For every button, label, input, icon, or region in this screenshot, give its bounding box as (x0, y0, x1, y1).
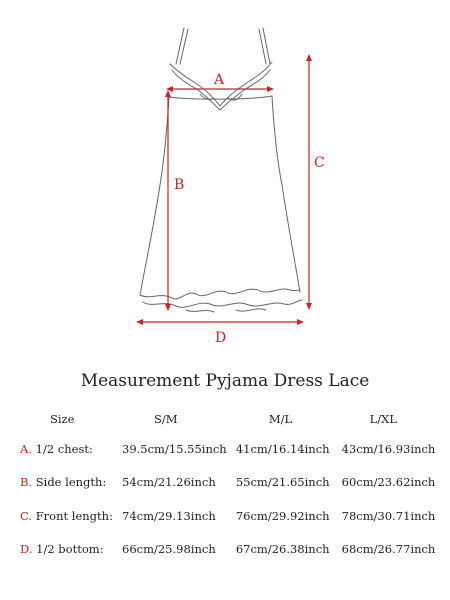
cell-m-l: 41cm/16.14inch (235, 441, 330, 456)
cell-s-m: 39.5cm/15.55inch (122, 441, 227, 456)
row-label-text: 1/2 bottom: (36, 542, 104, 557)
cell-l-xl: 43cm/16.93inch (341, 441, 436, 456)
row-code: D. (20, 542, 33, 557)
cell-l-xl: 78cm/30.71inch (341, 508, 436, 523)
row-label (20, 430, 122, 464)
dress-outline (140, 28, 302, 312)
dimension-lines (136, 54, 312, 325)
cell-l-xl: 60cm/23.62inch (341, 475, 436, 490)
dim-b-arrow-top (165, 90, 171, 97)
table-row (20, 464, 445, 498)
dim-label-d: D (215, 330, 227, 346)
table-row (20, 497, 445, 531)
dim-label-c: C (314, 155, 325, 171)
dim-label-a: A (214, 72, 225, 88)
row-code: A. (20, 441, 32, 456)
row-label (20, 531, 122, 565)
dim-a-arrow-left (166, 86, 173, 92)
cell-m-l: 76cm/29.92inch (235, 508, 330, 523)
table-row (20, 430, 445, 464)
header-l-xl: L/XL (369, 412, 397, 426)
row-code: C. (20, 508, 33, 523)
right-strap (259, 28, 270, 64)
cell-m-l: 67cm/26.38inch (235, 542, 330, 557)
size-table (20, 408, 445, 564)
left-side (140, 97, 169, 295)
dim-c-arrow-bottom (306, 303, 312, 310)
row-label (20, 497, 122, 531)
right-side (272, 96, 300, 292)
cell-l-xl: 68cm/26.77inch (341, 542, 436, 557)
cell-s-m: 66cm/25.98inch (122, 542, 216, 557)
dim-d-arrow-left (136, 319, 143, 325)
row-label (20, 464, 122, 498)
header-size: Size (50, 412, 75, 426)
page-title: Measurement Pyjama Dress Lace (80, 371, 370, 391)
left-strap (176, 28, 188, 64)
dim-d-arrow-right (297, 319, 304, 325)
bodice-band (169, 96, 272, 99)
header-m-l: M/L (268, 412, 293, 426)
cell-s-m: 74cm/29.13inch (122, 508, 216, 523)
cell-s-m: 54cm/21.26inch (122, 475, 216, 490)
row-code: B. (20, 475, 33, 490)
table-header-row (20, 408, 445, 430)
row-label-text: Side length: (35, 475, 107, 490)
cell-m-l: 55cm/21.65inch (235, 475, 330, 490)
dim-c-arrow-top (306, 54, 312, 61)
dim-label-b: B (174, 177, 185, 193)
table-row (20, 531, 445, 565)
hem-lace (140, 289, 302, 312)
dim-b-arrow-bottom (165, 304, 171, 311)
header-s-m: S/M (154, 412, 178, 426)
dim-a-arrow-right (267, 86, 274, 92)
row-label-text: Front length: (35, 508, 113, 523)
row-label-text: 1/2 chest: (35, 441, 93, 456)
